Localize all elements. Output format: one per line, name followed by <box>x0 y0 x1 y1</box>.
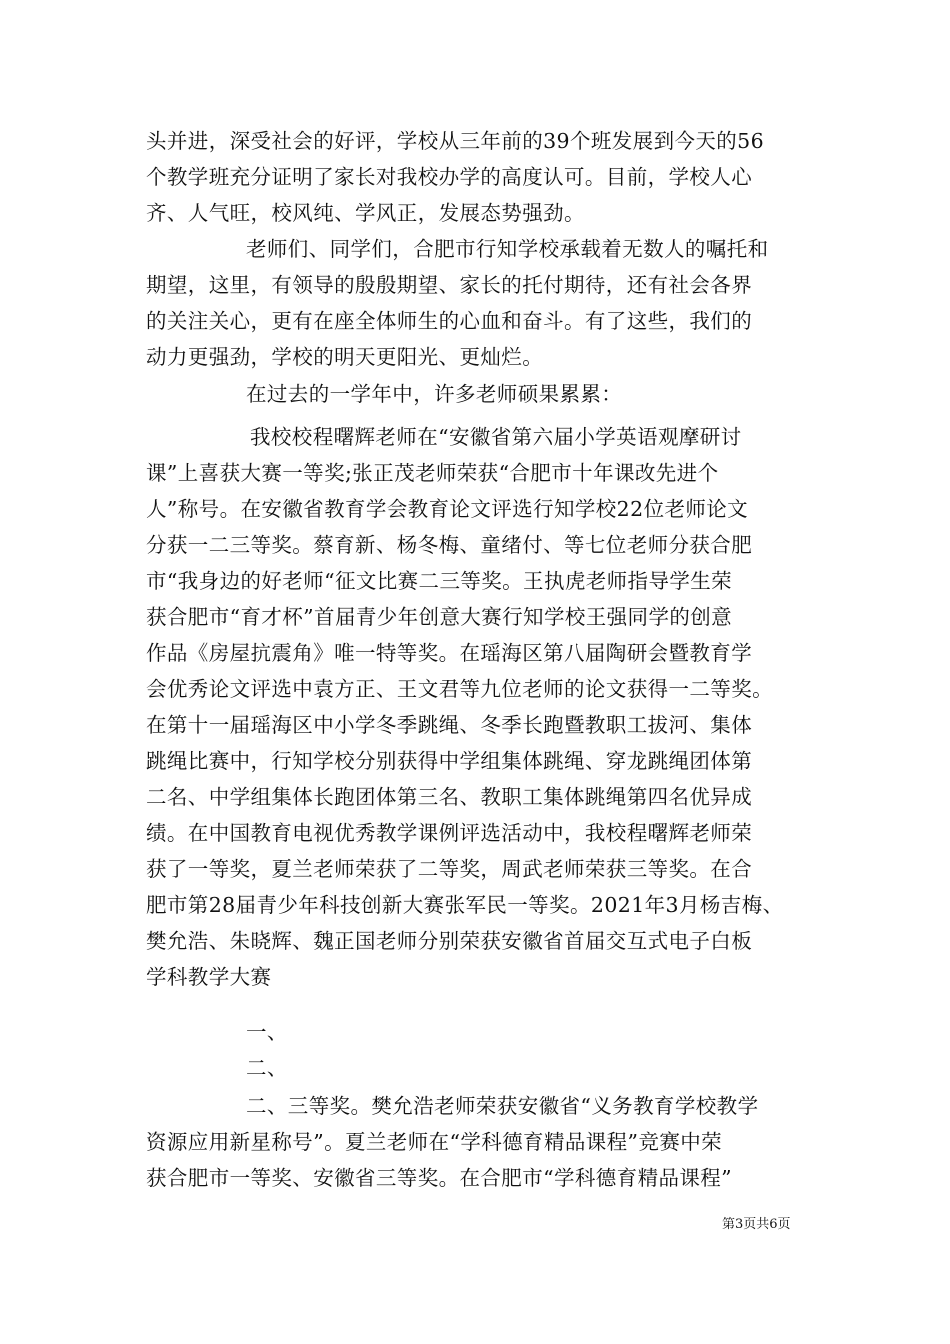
list-marker: 一、 <box>246 1020 288 1044</box>
text-line: 课”上喜获大赛一等奖;张正茂老师荣获“合肥市十年课改先进个 <box>146 461 719 485</box>
text-line: 樊允浩、朱晓辉、魏正国老师分别荣获安徽省首届交互式电子白板 <box>146 929 753 953</box>
text-line: 会优秀论文评选中袁方正、王文君等九位老师的论文获得一二等奖。 <box>146 677 773 701</box>
text-line: 作品《房屋抗震角》唯一特等奖。在瑶海区第八届陶研会暨教育学 <box>146 641 753 665</box>
text-line: 在过去的一学年中，许多老师硕果累累： <box>246 382 623 406</box>
text-line: 肥市第28届青少年科技创新大赛张军民一等奖。2021年3月杨吉梅、 <box>146 893 784 917</box>
text-line: 齐、人气旺，校风纯、学风正，发展态势强劲。 <box>146 201 585 225</box>
text-line: 学科教学大赛 <box>146 965 272 989</box>
text-line: 获合肥市一等奖、安徽省三等奖。在合肥市“学科德育精品课程” <box>146 1166 733 1190</box>
text-line: 动力更强劲，学校的明天更阳光、更灿烂。 <box>146 345 544 369</box>
text-line: 资源应用新星称号”。夏兰老师在“学科德育精品课程”竞赛中荣 <box>146 1130 723 1154</box>
text-line: 老师们、同学们，合肥市行知学校承载着无数人的嘱托和 <box>246 237 769 261</box>
page-number: 第3页共6页 <box>722 1217 791 1232</box>
text-line: 绩。在中国教育电视优秀教学课例评选活动中，我校程曙辉老师荣 <box>146 821 753 845</box>
text-line: 二名、中学组集体长跑团体第三名、教职工集体跳绳第四名优异成 <box>146 785 753 809</box>
list-marker: 二、 <box>246 1056 288 1080</box>
text-line: 分获一二三等奖。蔡育新、杨冬梅、童绪付、等七位老师分获合肥 <box>146 533 753 557</box>
text-line: 个教学班充分证明了家长对我校办学的高度认可。目前，学校人心 <box>146 165 753 189</box>
text-line: 获合肥市“育才杯”首届青少年创意大赛行知学校王强同学的创意 <box>146 605 733 629</box>
text-line: 人”称号。在安徽省教育学会教育论文评选行知学校22位老师论文 <box>146 497 749 521</box>
text-line: 期望，这里，有领导的殷殷期望、家长的托付期待，还有社会各界 <box>146 273 753 297</box>
text-line: 头并进，深受社会的好评，学校从三年前的39个班发展到今天的56 <box>146 129 765 153</box>
text-line: 二、三等奖。樊允浩老师荣获安徽省“义务教育学校教学 <box>246 1094 759 1118</box>
text-line: 我校校程曙辉老师在“安徽省第六届小学英语观摩研讨 <box>250 425 742 449</box>
text-line: 跳绳比赛中，行知学校分别获得中学组集体跳绳、穿龙跳绳团体第 <box>146 749 753 773</box>
text-line: 的关注关心，更有在座全体师生的心血和奋斗。有了这些，我们的 <box>146 309 753 333</box>
text-line: 获了一等奖，夏兰老师荣获了二等奖，周武老师荣获三等奖。在合 <box>146 857 753 881</box>
text-line: 市“我身边的好老师“征文比赛二三等奖。王执虎老师指导学生荣 <box>146 569 733 593</box>
text-line: 在第十一届瑶海区中小学冬季跳绳、冬季长跑暨教职工拔河、集体 <box>146 713 753 737</box>
